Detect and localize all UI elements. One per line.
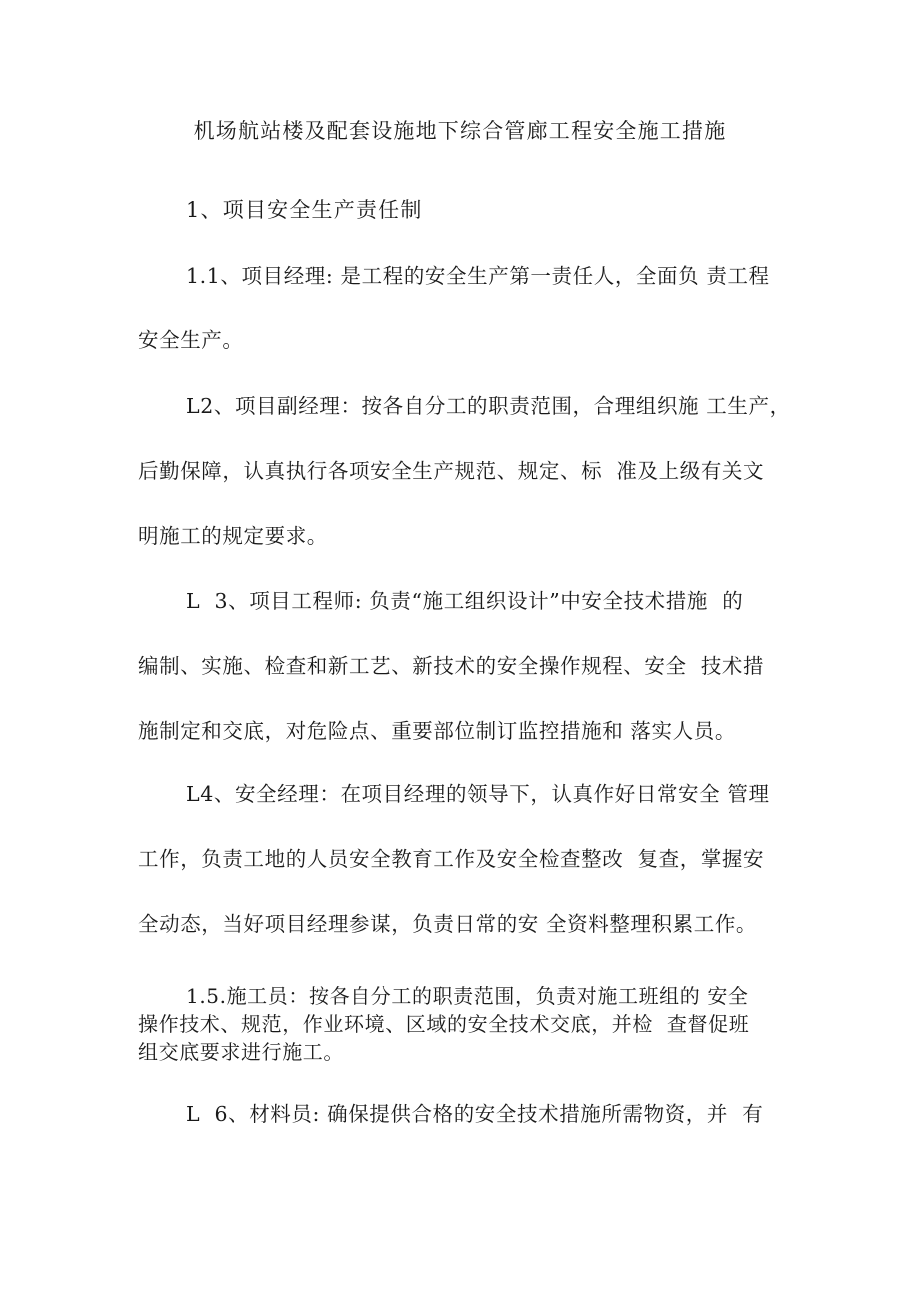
paragraph-1-3-line-1: L 3、项目工程师: 负责“施工组织设计”中安全技术措施 的 xyxy=(186,589,744,613)
paragraph-1-6-line-1: L 6、材料员: 确保提供合格的安全技术措施所需物资，并 有 xyxy=(186,1102,764,1126)
paragraph-1-2-line-1: L2、项目副经理：按各自分工的职责范围，合理组织施 工生产， xyxy=(186,394,791,418)
paragraph-1-3-line-2: 编制、实施、检查和新工艺、新技术的安全操作规程、安全 技术措 xyxy=(138,654,765,678)
paragraph-1-4-line-2: 工作，负责工地的人员安全教育工作及安全检查整改 复查，掌握安 xyxy=(138,847,765,871)
paragraph-1-5-line-1: 1.5.施工员：按各自分工的职责范围，负责对施工班组的 安全 xyxy=(186,984,749,1008)
paragraph-1-2-line-3: 明施工的规定要求。 xyxy=(138,524,328,548)
paragraph-1-1-line-2: 安全生产。 xyxy=(138,328,244,352)
paragraph-1-4-line-1: L4、安全经理：在项目经理的领导下，认真作好日常安全 管理 xyxy=(186,782,770,806)
paragraph-1-3-line-3: 施制定和交底，对危险点、重要部位制订监控措施和 落实人员。 xyxy=(138,719,736,743)
document-title: 机场航站楼及配套设施地下综合管廊工程安全施工措施 xyxy=(193,119,727,143)
paragraph-1-1-line-1: 1.1、项目经理: 是工程的安全生产第一责任人，全面负 责工程 xyxy=(186,264,770,288)
paragraph-1-5-line-3: 组交底要求进行施工。 xyxy=(138,1040,344,1064)
paragraph-1-5-line-2: 操作技术、规范，作业环境、区域的安全技术交底，并检 查督促班 xyxy=(138,1012,750,1036)
paragraph-1-4-line-3: 全动态，当好项目经理参谋，负责日常的安 全资料整理积累工作。 xyxy=(138,912,758,936)
paragraph-1-2-line-2: 后勤保障，认真执行各项安全生产规范、规定、标 准及上级有关文 xyxy=(138,459,765,483)
section-heading: 1、项目安全生产责任制 xyxy=(186,198,423,222)
